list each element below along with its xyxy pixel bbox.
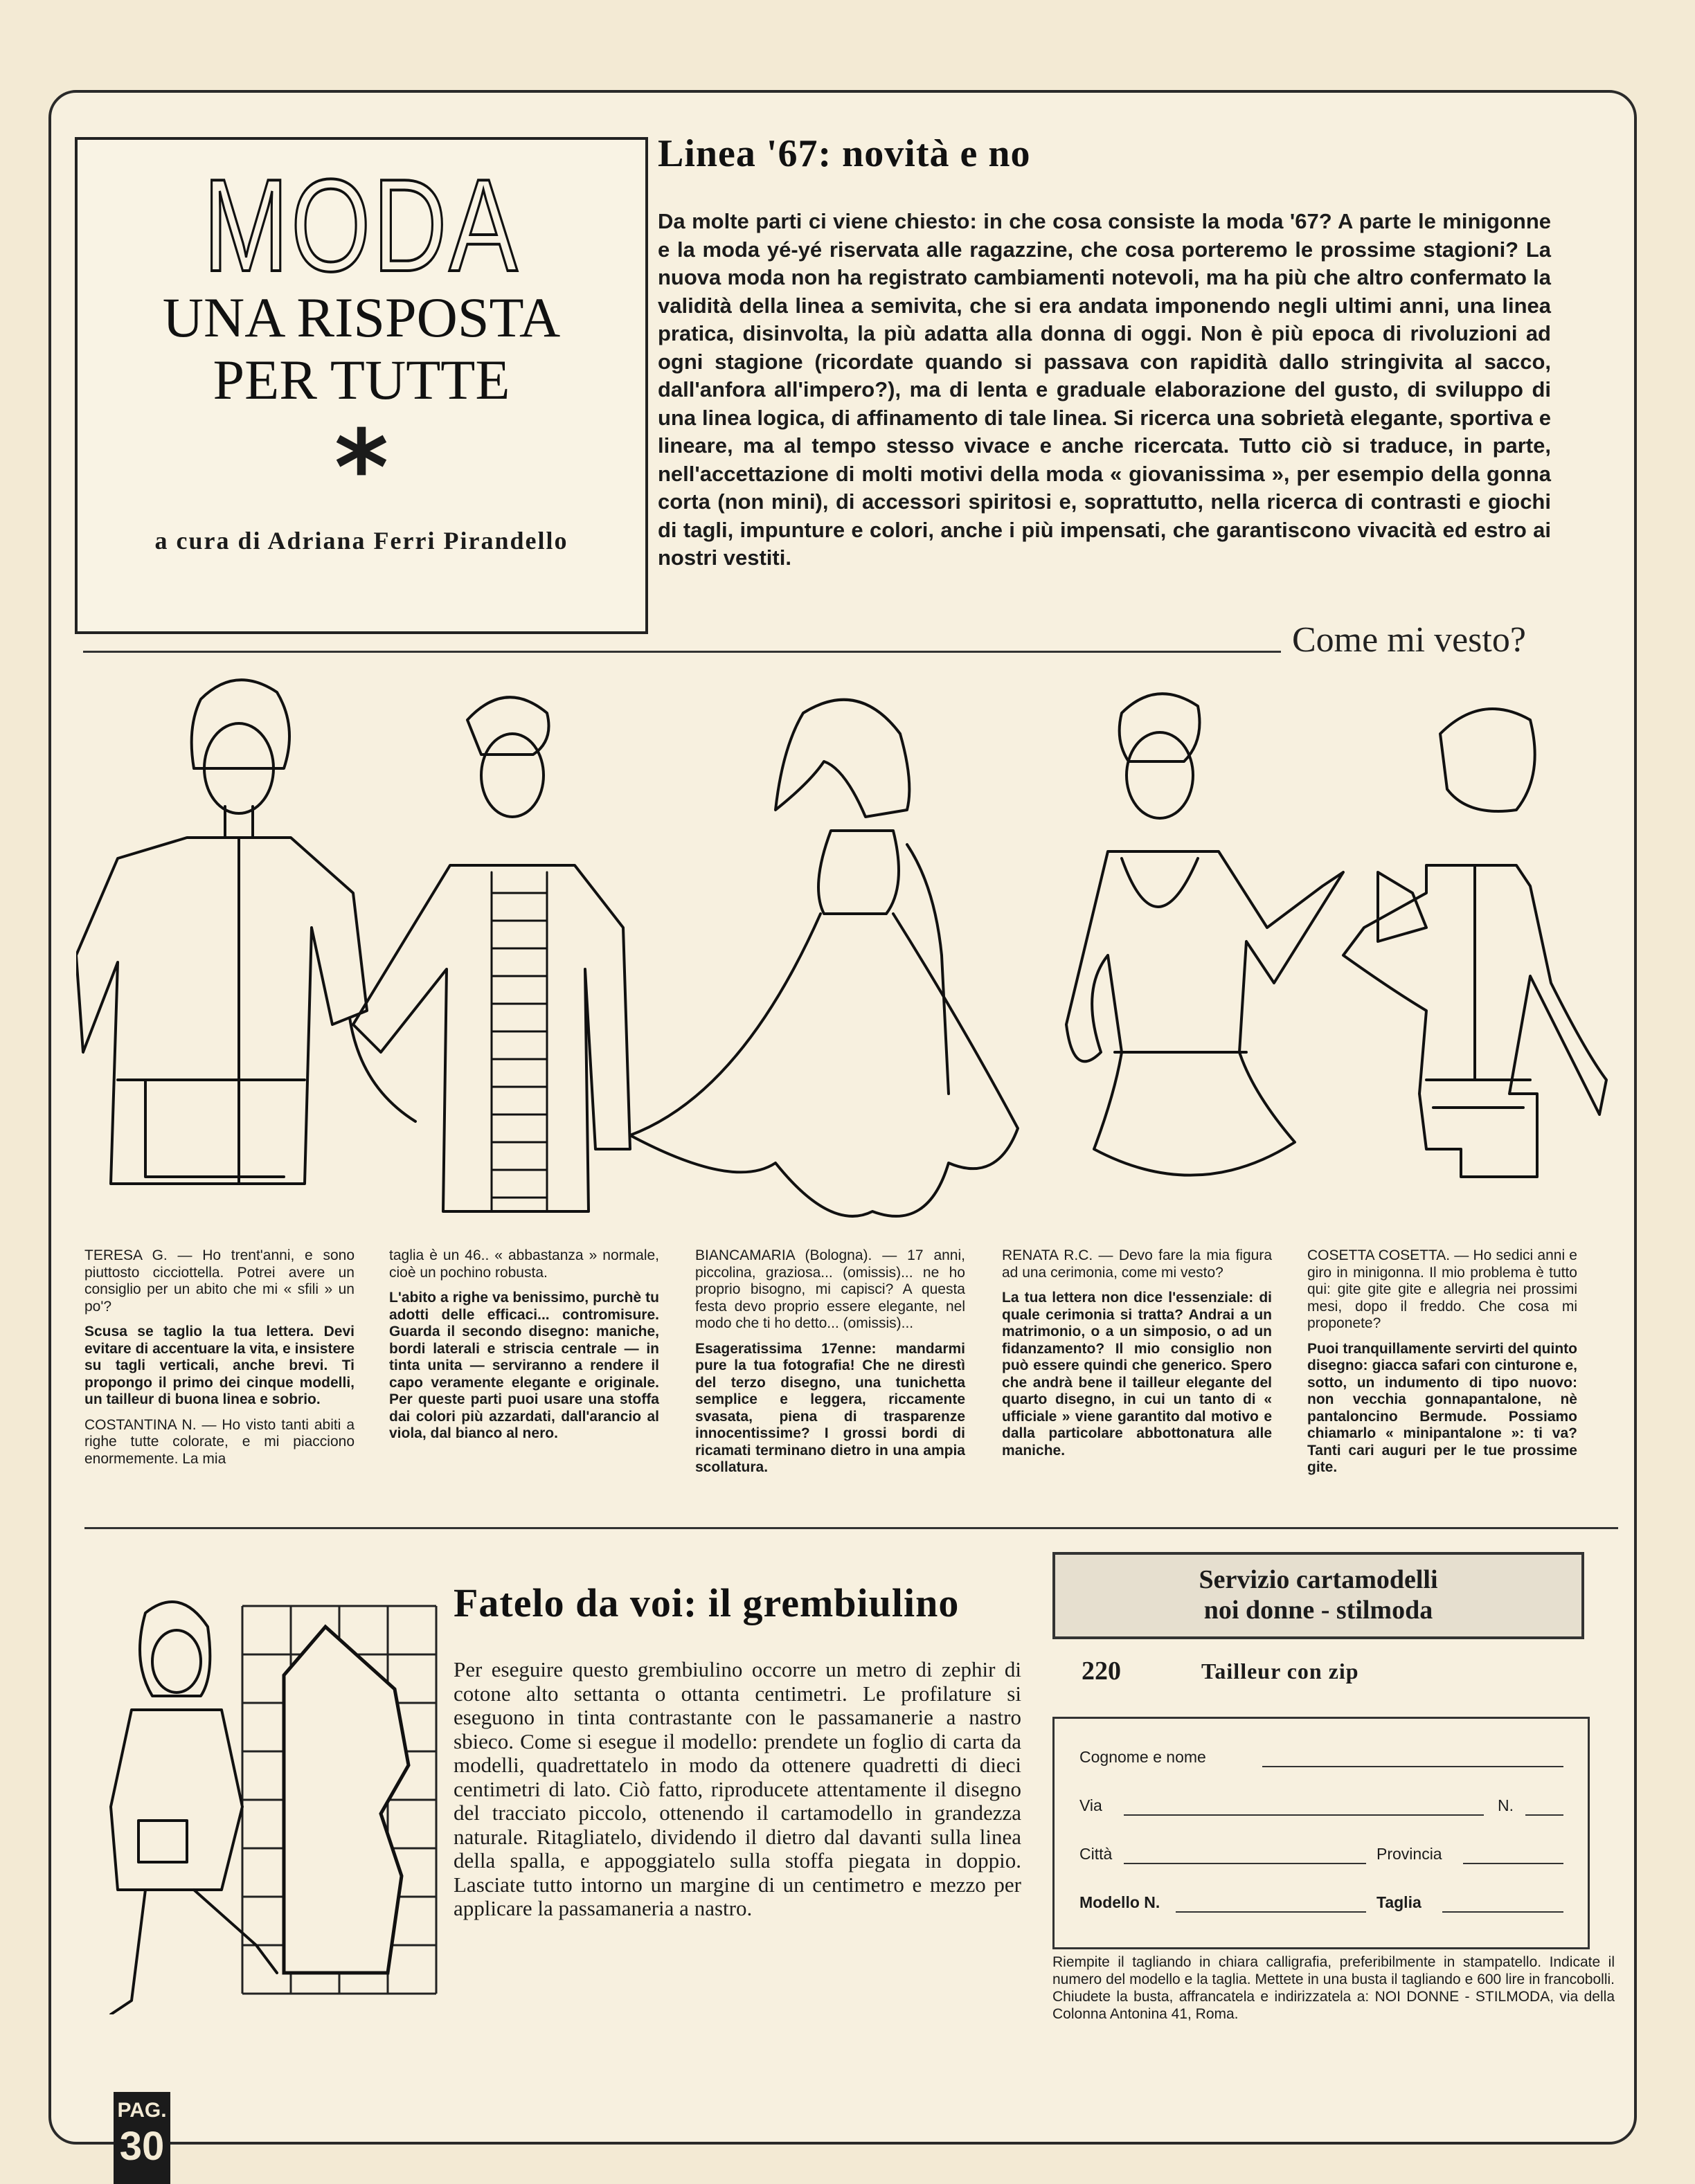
letter-cosetta: COSETTA COSETTA. — Ho sedici anni e giro in minigonna. Il mio problema è tutto qui: gite gite gite e allegria nei prossimi mesi, dopo il freddo. Che cosa mi proponete? [1307,1247,1577,1331]
figure-3-tunic [630,700,1018,1216]
label-citta: Città [1079,1845,1113,1863]
letter-costantina-cont: taglia è un 46.. « abbastanza » normale, cioè un pochino robusta. [389,1247,659,1281]
figure-5-safari [1343,709,1606,1177]
title-box [75,137,648,634]
field-cognome[interactable] [1262,1766,1563,1767]
reply-renata: La tua lettera non dice l'essenziale: di quale cerimonia si tratta? Andrai a un matrimonio, o a un simposio, o ad un fidanzamento? Il mio consiglio non può essere quindi che generico. Spero che andrà bene il tailleur elegante del quarto disegno, in cui un tanto di « ufficiale » viene garantito dal motivo e dalla particolare abbottonatura alle maniche. [1002,1290,1272,1459]
apron-illustration [76,1585,443,2014]
field-modello[interactable] [1176,1911,1366,1913]
field-citta[interactable] [1124,1863,1366,1864]
letters-column-1 [84,1247,355,1476]
asterisk-icon: * [334,408,389,529]
section-rule [83,651,1281,653]
field-via[interactable] [1124,1814,1484,1816]
page-number: 30 [119,2124,165,2169]
reply-cosetta: Puoi tranquillamente servirti del quinto disegno: giacca safari con cinturone e, sotto, un indumento di tipo nuovo: non vecchia gonnapantalone, nè pantaloncino Bermude. Possiamo chiamarlo « minipantalone »: ti va? Tanti cari auguri per le tue prossime gite. [1307,1340,1577,1475]
label-cognome: Cognome e nome [1079,1748,1206,1766]
label-n: N. [1498,1796,1514,1814]
reply-biancamaria: Esageratissima 17enne: mandarmi pure la tua fotografia! Che ne direstì del terzo disegno, una tunichetta semplice e leggera, riccamente svasata, piena di trasparenze innocentissime? I grossi bordi di ricamati terminano dietro in una ampia scollatura. [695,1340,965,1475]
letter-teresa: TERESA G. — Ho trent'anni, e sono piuttosto cicciottella. Potrei avere un consiglio per un abito che mi « sfili » un po'? [84,1247,355,1315]
order-form [1052,1717,1590,1949]
letter-renata: RENATA R.C. — Devo fare la mia figura ad una cerimonia, come mi vesto? [1002,1247,1272,1281]
service-title-1: Servizio cartamodelli [1199,1565,1438,1594]
letter-costantina: COSTANTINA N. — Ho visto tanti abiti a righe tutte colorate, e mi piacciono enormemente. La mia [84,1416,355,1467]
page-label: PAG. [117,2099,167,2122]
label-via: Via [1079,1796,1102,1814]
letters-column-4 [1002,1247,1272,1468]
model-name: Tailleur con zip [1201,1659,1359,1684]
subtitle-line-2: PER TUTTE [213,348,510,411]
moda-heading: MODA [203,152,520,299]
diy-text: Per eseguire questo grembiulino occorre un metro di zephir di cotone alto settanta o ottanta centimetri. Le profilature si eseguono in tinta contrastante con le passamanerie a nastro sbieco. Come si esegue il modello: prendete un foglio di carta da modelli, quadrettatelo in modo da ottenere quadretti di dieci centimetri di lato. Ciò fatto, riproducete attentamente il disegno del tracciato piccolo, ottenendo il cartamodello in grandezza naturale. Ritagliatelo, dividendo il dietro dal davanti sulla linea della spalla, e appoggiatelo sulla stoffa piegata in doppio. Lasciate tutto intorno un margine di un centimetro e mezzo per applicare la passamaneria a nastro. [454,1657,1021,1920]
fashion-illustrations [76,665,1627,1225]
letter-biancamaria: BIANCAMARIA (Bologna). — 17 anni, piccolina, graziosa... (omissis)... ne ho proprio bisogno, mi capisci? A questa festa devo proprio essere elegante, nel modo che ti ho detto... (omissis)... [695,1247,965,1331]
page-number-badge [114,2092,170,2184]
field-provincia[interactable] [1463,1863,1563,1864]
label-modello: Modello N. [1079,1893,1160,1911]
figure-1-tailleur [76,680,415,1184]
subtitle-line-1: UNA RISPOSTA [162,286,561,349]
divider-rule [84,1527,1618,1529]
model-number: 220 [1082,1657,1121,1686]
field-taglia[interactable] [1442,1911,1563,1913]
figure-4-ceremony [1066,694,1343,1175]
diy-title: Fatelo da voi: il grembiulino [454,1580,960,1625]
service-box [1052,1552,1584,1639]
letters-column-2 [389,1247,659,1451]
letters-column-5 [1307,1247,1577,1485]
label-provincia: Provincia [1376,1845,1442,1863]
reply-teresa: Scusa se taglio la tua lettera. Devi evitare di accentuare la vita, e insistere su tagli verticali, anche brevi. Ti propongo il primo dei cinque modelli, un tailleur di buona linea e sobrio. [84,1324,355,1407]
service-title-2: noi donne - stilmoda [1203,1596,1433,1625]
label-taglia: Taglia [1376,1893,1422,1911]
curatore-credit: a cura di Adriana Ferri Pirandello [154,527,568,554]
article-intro: Da molte parti ci viene chiesto: in che cosa consiste la moda '67? A parte le minigonne e la moda yé-yé riservata alle ragazzine, che cosa porteremo le prossime stagioni? La nuova moda non ha registrato cambiamenti notevoli, ma ha più che altro confermato la validità della linea a semivita, che si era andata imponendo negli ultimi anni, una linea pratica, disinvolta, la più adatta alla donna di oggi. Non è più epoca di rivoluzioni ad ogni stagione (ricordate quando si passava con rapidità dallo stringivita al sacco, dall'anfora all'impero?), ma di lenta e graduale elaborazione del gusto, di sviluppo di una linea logica, di affinamento di tale linea. Si ricerca una sobrietà elegante, sportiva e lineare, ma al tempo stesso vivace e anche ricercata. Tutto ciò si traduce, in parte, nell'accettazione di molti motivi della moda « giovanissima », per esempio della gonna corta (non mini), di accessori spiritosi e, soprattutto, nella ricerca di contrasti e giochi di tagli, impunture e colori, anche i più impensati, che garantiscono vivacità ed estro ai nostri vestiti. [658,209,1551,570]
order-instructions: Riempite il tagliando in chiara calligrafia, preferibilmente in stampatello. Indicate il numero del modello e la taglia. Mettete in una busta il tagliando e 600 lire in francobolli. Chiudete la busta, affrancatela e indirizzatela a: NOI DONNE - STILMODA, via della Colonna Antonina 41, Roma. [1052,1954,1615,2022]
field-n[interactable] [1525,1814,1563,1816]
letters-column-3 [695,1247,965,1485]
figure-2-striped-dress [353,697,630,1211]
reply-costantina: L'abito a righe va benissimo, purchè tu adotti delle efficaci... contromisure. Guarda il secondo disegno: maniche, bordi laterali e striscia centrale — in tinta unita — serviranno a rendere il capo veramente elegante e originale. Per queste parti puoi usare una stoffa dai colori più azzardati, dall'arancio al viola, dal bianco al nero. [389,1290,659,1441]
article-title: Linea '67: novità e no [658,132,1031,175]
section-title: Come mi vesto? [1292,620,1526,660]
